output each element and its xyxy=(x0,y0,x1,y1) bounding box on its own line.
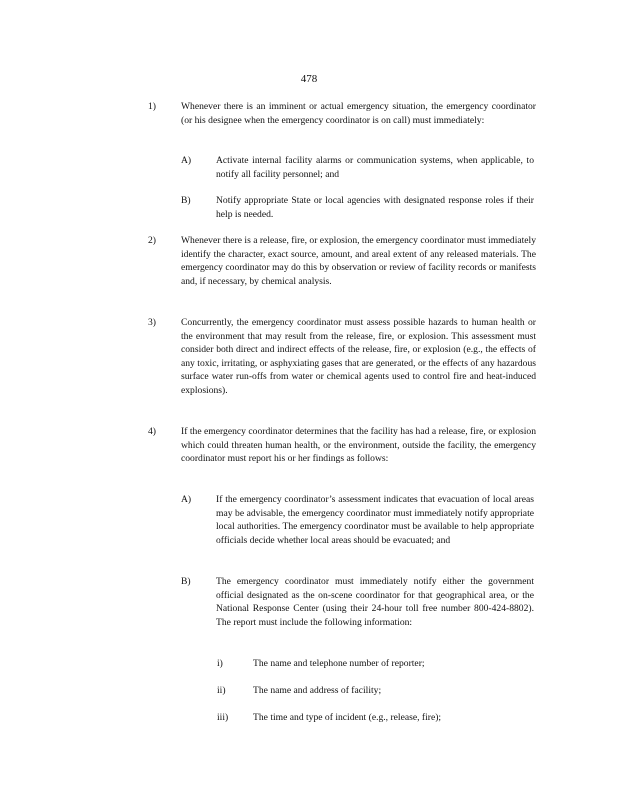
item-text: If the emergency coordinator determines that the facility has had a release, fire, or explosion which could threaten human health, or the environment, outside the facility, the emergency coordinator must report his or her findings as follows: xyxy=(181,426,536,465)
item-number: A) xyxy=(181,155,192,166)
item-number: 2) xyxy=(148,235,156,246)
item-text: Whenever there is a release, fire, or explosion, the emergency coordinator must immediately identify the character, exact source, amount, and areal extent of any released materials. The emergency coordinator may do this by observation or review of facility records or manifests and, if necessary, by chemical analysis. xyxy=(181,235,536,287)
item-number: A) xyxy=(181,494,192,505)
item-text: The emergency coordinator must immediately notify either the government official designated as the on-scene coordinator for that geographical area, or the National Response Center (using their 24-hour toll free number 800-424-8802). The report must include the following information: xyxy=(216,576,534,628)
item-text: Activate internal facility alarms or communication systems, when applicable, to notify all facility personnel; and xyxy=(216,155,534,180)
item-number: 1) xyxy=(148,101,156,112)
item-number: B) xyxy=(181,195,191,206)
item-text: The name and telephone number of reporter; xyxy=(253,658,425,669)
item-text: Notify appropriate State or local agencies with designated response roles if their help is needed. xyxy=(216,195,534,220)
page-number: 478 xyxy=(300,73,318,85)
item-number: i) xyxy=(217,658,223,669)
item-text: The name and address of facility; xyxy=(253,685,382,696)
item-text: If the emergency coordinator’s assessment indicates that evacuation of local areas may be advisable, the emergency coordinator must immediately notify appropriate local authorities. The emergency coordinator must be available to help appropriate officials decide whether local areas should be evacuated; and xyxy=(216,494,534,546)
item-number: 4) xyxy=(148,426,156,437)
item-text: Concurrently, the emergency coordinator must assess possible hazards to human health or the environment that may result from the release, fire, or explosion. This assessment must consider both direct and indirect effects of the release, fire, or explosion (e.g., the effects of any toxic, irritating, or asphyxiating gases that are generated, or the effects of any hazardous surface water run-offs from water or chemical agents used to control fire and heat-induced explosions). xyxy=(181,317,536,396)
item-number: iii) xyxy=(217,712,229,723)
item-number: ii) xyxy=(217,685,226,696)
item-text: Whenever there is an imminent or actual emergency situation, the emergency coordinator (or his designee when the emergency coordinator is on call) must immediately: xyxy=(181,101,536,126)
item-number: 3) xyxy=(148,317,156,328)
item-number: B) xyxy=(181,576,191,587)
item-text: The time and type of incident (e.g., release, fire); xyxy=(253,712,442,723)
